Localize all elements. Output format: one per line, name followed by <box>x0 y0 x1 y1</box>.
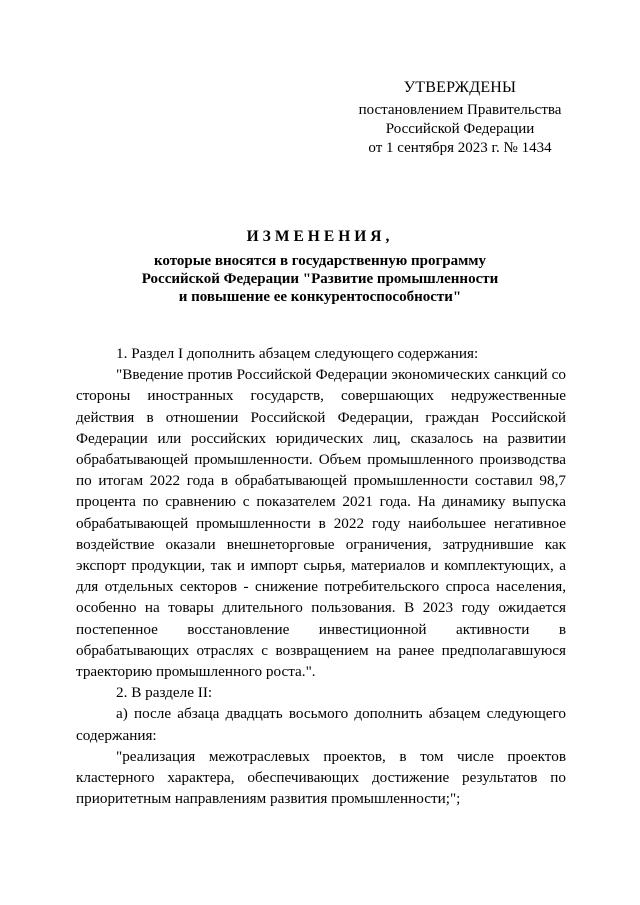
approval-stamp <box>330 78 590 158</box>
subtitle-line-1: которые вносятся в государственную программу <box>153 253 487 269</box>
approval-heading: УТВЕРЖДЕНЫ <box>403 79 517 96</box>
paragraph-item-1: 1. Раздел I дополнить абзацем следующего содержания: <box>116 345 479 362</box>
document-title: ИЗМЕНЕНИЯ, <box>246 228 394 245</box>
paragraph-quote-section-2: "реализация межотраслевых проектов, в том числе проектов кластерного характера, обеспечивающих достижение результатов по приоритетным направлениям развития промышленности;"; <box>76 747 566 808</box>
subtitle-line-3: и повышение ее конкурентоспособности" <box>178 289 462 305</box>
approval-line-2: Российской Федерации <box>385 121 535 137</box>
document-subtitle <box>80 252 560 306</box>
subtitle-line-2: Российской Федерации "Развитие промышленности <box>141 271 499 287</box>
approval-line-3: от 1 сентября 2023 г. № 1434 <box>368 140 552 156</box>
paragraph-quote-section-1: "Введение против Российской Федерации экономических санкций со стороны иностранных государств, совершающих недружественные действия в отношении Российской Федерации, граждан Российской Федерации или российских юридических лиц, сказалось на развитии обрабатывающей промышленности. Объем промышленного производства по итогам 2022 года в обрабатывающей промышленности составил 98,7 процента по сравнению с показателем 2021 года. На динамику выпуска обрабатывающей промышленности в 2022 году наибольшее негативное воздействие оказали внешнеторговые ограничения, затруднившие как экспорт продукции, так и импорт сырья, материалов и комплектующих, а для отдельных секторов - снижение потребительского спроса населения, особенно на товары длительного пользования. В 2023 году ожидается постепенное восстановление инвестиционной активности в обрабатывающих отраслях с возвращением на ранее предполагавшуюся траекторию промышленного роста.". <box>76 366 566 681</box>
paragraph-subitem-a: а) после абзаца двадцать восьмого дополнить абзацем следующего содержания: <box>76 705 566 744</box>
paragraph-item-2: 2. В разделе II: <box>116 684 213 702</box>
approval-line-1: постановлением Правительства <box>358 102 562 118</box>
document-body <box>76 343 566 809</box>
